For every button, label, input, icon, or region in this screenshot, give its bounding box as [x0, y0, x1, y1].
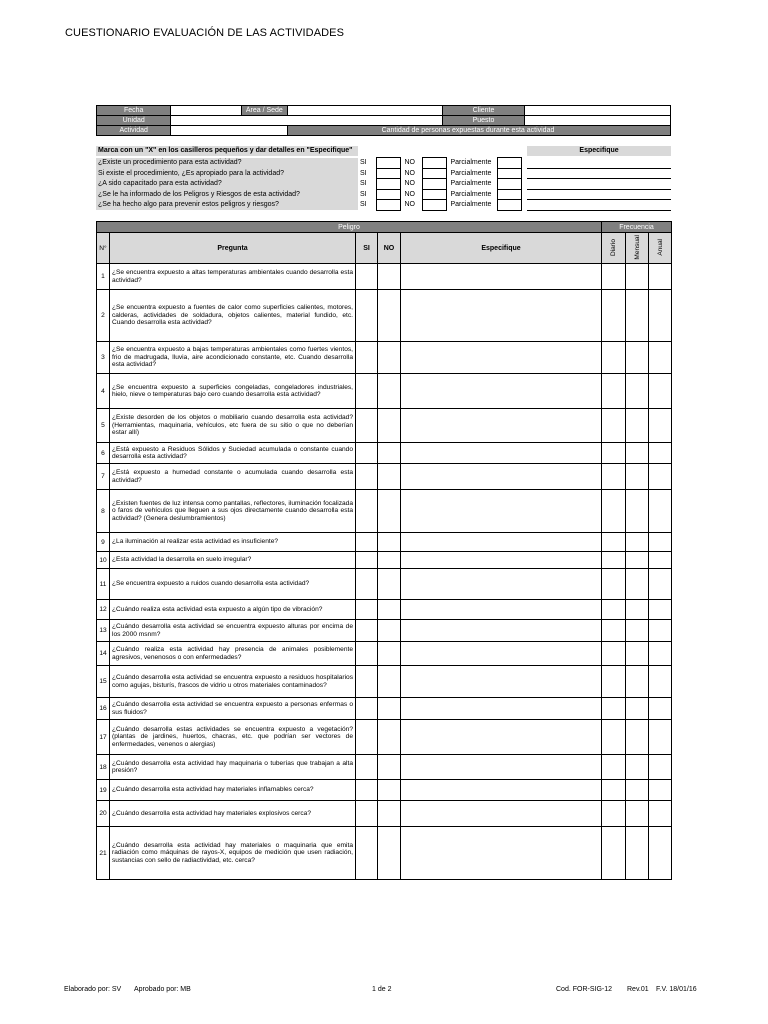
- table-row: [97, 374, 672, 409]
- parcial-checkbox[interactable]: [497, 200, 521, 211]
- mensual-cell[interactable]: [626, 569, 649, 600]
- mensual-cell[interactable]: [626, 264, 649, 290]
- label-cantidad: Cantidad de personas expuestas durante esta actividad: [287, 126, 670, 136]
- si-cell[interactable]: [356, 443, 378, 464]
- table-row: [97, 552, 672, 569]
- footer-fv: F.V. 18/01/16: [656, 986, 697, 993]
- question-text: ¿A sido capacitado para esta actividad?: [96, 179, 358, 190]
- row-question: ¿Se encuentra expuesto a ruidos cuando desarrolla esta actividad?: [110, 569, 356, 600]
- diario-cell[interactable]: [602, 620, 626, 642]
- no-cell[interactable]: [378, 443, 401, 464]
- instructions: Marca con un "X" en los casilleros pequeños y dar detalles en "Especifique": [96, 146, 358, 156]
- diario-cell[interactable]: [602, 642, 626, 666]
- mensual-cell[interactable]: [626, 374, 649, 409]
- question-row: [96, 189, 671, 200]
- row-number: 15: [97, 666, 110, 698]
- si-cell[interactable]: [356, 642, 378, 666]
- especifique-cell[interactable]: [401, 569, 602, 600]
- header-info-table: [96, 105, 671, 136]
- row-number: 3: [97, 342, 110, 374]
- question-text: Si existe el procedimiento, ¿Es apropiado para la actividad?: [96, 168, 358, 179]
- row-number: 2: [97, 290, 110, 342]
- si-cell[interactable]: [356, 569, 378, 600]
- parcial-checkbox[interactable]: [497, 189, 521, 200]
- question-row: [96, 179, 671, 190]
- si-cell[interactable]: [356, 827, 378, 880]
- especifique-cell[interactable]: [401, 720, 602, 755]
- no-cell[interactable]: [378, 755, 401, 780]
- frecuencia-header: Frecuencia: [602, 222, 672, 233]
- diario-cell[interactable]: [602, 600, 626, 620]
- col-num-header: N°: [97, 233, 110, 264]
- si-cell[interactable]: [356, 698, 378, 720]
- especifique-cell[interactable]: [401, 443, 602, 464]
- si-checkbox[interactable]: [376, 200, 400, 211]
- especifique-field[interactable]: [527, 189, 671, 200]
- si-cell[interactable]: [356, 780, 378, 801]
- question-text: ¿Se le ha informado de los Peligros y Riesgos de esta actividad?: [96, 189, 358, 200]
- especifique-field[interactable]: [527, 168, 671, 179]
- row-number: 18: [97, 755, 110, 780]
- si-cell[interactable]: [356, 409, 378, 443]
- mensual-cell[interactable]: [626, 698, 649, 720]
- row-question: ¿Está expuesto a humedad constante o acumulada cuando desarrolla esta actividad?: [110, 464, 356, 490]
- no-cell[interactable]: [378, 290, 401, 342]
- mensual-cell[interactable]: [626, 801, 649, 827]
- no-cell[interactable]: [378, 666, 401, 698]
- no-label: NO: [404, 201, 415, 209]
- mensual-cell[interactable]: [626, 666, 649, 698]
- row-number: 1: [97, 264, 110, 290]
- diario-cell[interactable]: [602, 374, 626, 409]
- table-row: [97, 666, 672, 698]
- especifique-header: Especifique: [527, 146, 671, 156]
- row-number: 8: [97, 490, 110, 533]
- mensual-cell[interactable]: [626, 827, 649, 880]
- row-question: ¿Cuándo realiza esta actividad esta expuesto a algún tipo de vibración?: [110, 600, 356, 620]
- no-checkbox[interactable]: [422, 158, 446, 169]
- anual-cell[interactable]: [649, 290, 672, 342]
- no-cell[interactable]: [378, 374, 401, 409]
- si-cell[interactable]: [356, 620, 378, 642]
- row-question: ¿Cuándo desarrolla esta actividad hay materiales explosivos cerca?: [110, 801, 356, 827]
- si-cell[interactable]: [356, 342, 378, 374]
- no-cell[interactable]: [378, 801, 401, 827]
- no-label: NO: [404, 190, 415, 198]
- especifique-cell[interactable]: [401, 642, 602, 666]
- row-number: 4: [97, 374, 110, 409]
- especifique-cell[interactable]: [401, 780, 602, 801]
- no-checkbox[interactable]: [422, 189, 446, 200]
- table-row: [97, 827, 672, 880]
- fecha-field[interactable]: [171, 106, 241, 116]
- mensual-cell[interactable]: [626, 642, 649, 666]
- no-cell[interactable]: [378, 569, 401, 600]
- anual-cell[interactable]: [649, 720, 672, 755]
- row-question: ¿Existe desorden de los objetos o mobiliario cuando desarrolla esta actividad? (Herramientas, maquinaria, vehículos, etc fuera de su sitio o que no deberían estar allí): [110, 409, 356, 443]
- table-row: [97, 620, 672, 642]
- diario-cell[interactable]: [602, 409, 626, 443]
- mensual-cell[interactable]: [626, 720, 649, 755]
- diario-cell[interactable]: [602, 552, 626, 569]
- mensual-cell[interactable]: [626, 490, 649, 533]
- si-label: SI: [360, 169, 367, 177]
- mensual-cell[interactable]: [626, 290, 649, 342]
- document-title: CUESTIONARIO EVALUACIÓN DE LAS ACTIVIDADES: [65, 27, 345, 39]
- label-actividad: Actividad: [97, 126, 171, 136]
- row-number: 17: [97, 720, 110, 755]
- diario-cell[interactable]: [602, 755, 626, 780]
- no-checkbox[interactable]: [422, 200, 446, 211]
- row-question: ¿La iluminación al realizar esta actividad es insuficiente?: [110, 533, 356, 552]
- question-row: [96, 200, 671, 211]
- no-cell[interactable]: [378, 490, 401, 533]
- diario-cell[interactable]: [602, 569, 626, 600]
- parcial-label: Parcialmente: [450, 169, 492, 177]
- questions-list: [96, 157, 671, 211]
- row-number: 13: [97, 620, 110, 642]
- anual-cell[interactable]: [649, 552, 672, 569]
- especifique-field[interactable]: [527, 200, 671, 211]
- diario-cell[interactable]: [602, 801, 626, 827]
- anual-cell[interactable]: [649, 698, 672, 720]
- anual-cell[interactable]: [649, 464, 672, 490]
- anual-cell[interactable]: [649, 801, 672, 827]
- especifique-field[interactable]: [527, 158, 671, 169]
- row-question: ¿Cuándo desarrolla esta actividad hay maquinaria o tuberías que trabajan a alta presión?: [110, 755, 356, 780]
- especifique-cell[interactable]: [401, 290, 602, 342]
- diario-cell[interactable]: [602, 443, 626, 464]
- anual-cell[interactable]: [649, 642, 672, 666]
- row-number: 11: [97, 569, 110, 600]
- label-fecha: Fecha: [97, 106, 171, 116]
- table-row: [97, 264, 672, 290]
- diario-cell[interactable]: [602, 264, 626, 290]
- especifique-cell[interactable]: [401, 801, 602, 827]
- row-question: ¿Cuándo desarrolla esta actividad se encuentra expuesto a personas enfermas o sus fluidos?: [110, 698, 356, 720]
- hazard-table: [96, 221, 672, 880]
- no-cell[interactable]: [378, 642, 401, 666]
- parcial-checkbox[interactable]: [497, 158, 521, 169]
- si-cell[interactable]: [356, 490, 378, 533]
- table-row: [97, 409, 672, 443]
- no-label: NO: [404, 169, 415, 177]
- row-number: 20: [97, 801, 110, 827]
- no-cell[interactable]: [378, 720, 401, 755]
- diario-cell[interactable]: [602, 666, 626, 698]
- especifique-field[interactable]: [527, 179, 671, 190]
- diario-cell[interactable]: [602, 533, 626, 552]
- si-checkbox[interactable]: [376, 189, 400, 200]
- col-si-header: SI: [356, 233, 378, 264]
- table-row: [97, 342, 672, 374]
- especifique-cell[interactable]: [401, 464, 602, 490]
- row-question: ¿Cuándo desarrolla estas actividades se encuentra expuesto a vegetación? (plantas de jardines, huertos, chacras, etc. que podrían ser vectores de enfermedades, venenos o alergias): [110, 720, 356, 755]
- table-row: [97, 533, 672, 552]
- diario-cell[interactable]: [602, 827, 626, 880]
- row-question: ¿Esta actividad la desarrolla en suelo irregular?: [110, 552, 356, 569]
- diario-cell[interactable]: [602, 780, 626, 801]
- label-puesto: Puesto: [442, 116, 524, 126]
- anual-cell[interactable]: [649, 620, 672, 642]
- row-question: ¿Existen fuentes de luz intensa como pantallas, reflectores, iluminación focalizada o faros de vehículos que lleguen a sus ojos directamente cuando desarrolla esta actividad? (Genera deslumbramientos): [110, 490, 356, 533]
- label-cliente: Cliente: [442, 106, 524, 116]
- table-row: [97, 755, 672, 780]
- anual-cell[interactable]: [649, 342, 672, 374]
- row-question: ¿Cuándo desarrolla esta actividad se encuentra expuesto alturas por encima de los 2000 msnm?: [110, 620, 356, 642]
- no-checkbox[interactable]: [422, 168, 446, 179]
- col-anual-header: Anual: [656, 238, 664, 256]
- especifique-cell[interactable]: [401, 666, 602, 698]
- anual-cell[interactable]: [649, 600, 672, 620]
- anual-cell[interactable]: [649, 755, 672, 780]
- anual-cell[interactable]: [649, 533, 672, 552]
- especifique-cell[interactable]: [401, 552, 602, 569]
- unidad-field[interactable]: [171, 116, 442, 126]
- no-cell[interactable]: [378, 409, 401, 443]
- table-row: [97, 490, 672, 533]
- diario-cell[interactable]: [602, 698, 626, 720]
- anual-cell[interactable]: [649, 409, 672, 443]
- table-row: [97, 642, 672, 666]
- si-cell[interactable]: [356, 264, 378, 290]
- mensual-cell[interactable]: [626, 533, 649, 552]
- row-number: 9: [97, 533, 110, 552]
- anual-cell[interactable]: [649, 443, 672, 464]
- especifique-cell[interactable]: [401, 533, 602, 552]
- especifique-cell[interactable]: [401, 620, 602, 642]
- no-cell[interactable]: [378, 464, 401, 490]
- mensual-cell[interactable]: [626, 464, 649, 490]
- label-unidad: Unidad: [97, 116, 171, 126]
- col-mensual-header: Mensual: [633, 234, 641, 260]
- col-pregunta-header: Pregunta: [110, 233, 356, 264]
- table-row: [97, 801, 672, 827]
- cliente-field[interactable]: [525, 106, 671, 116]
- especifique-cell[interactable]: [401, 600, 602, 620]
- mensual-cell[interactable]: [626, 409, 649, 443]
- mensual-cell[interactable]: [626, 600, 649, 620]
- anual-cell[interactable]: [649, 264, 672, 290]
- actividad-field[interactable]: [171, 126, 288, 136]
- no-cell[interactable]: [378, 342, 401, 374]
- no-cell[interactable]: [378, 600, 401, 620]
- row-number: 5: [97, 409, 110, 443]
- row-number: 16: [97, 698, 110, 720]
- row-question: ¿Cuándo desarrolla esta actividad hay materiales o maquinaria que emita radiación como máquinas de rayos-X, equipos de medición que usen radiación, sustancias con sello de radiactividad, etc. cerca?: [110, 827, 356, 880]
- row-number: 12: [97, 600, 110, 620]
- no-cell[interactable]: [378, 698, 401, 720]
- label-area-sede: Área / Sede: [241, 106, 287, 116]
- row-question: ¿Se encuentra expuesto a fuentes de calor como superficies calientes, motores, calderas, actividades de soldadura, objetos calientes, material fundido, etc. Cuando desarrolla esta actividad?: [110, 290, 356, 342]
- especifique-cell[interactable]: [401, 264, 602, 290]
- especifique-cell[interactable]: [401, 374, 602, 409]
- no-cell[interactable]: [378, 827, 401, 880]
- anual-cell[interactable]: [649, 666, 672, 698]
- especifique-cell[interactable]: [401, 409, 602, 443]
- row-number: 6: [97, 443, 110, 464]
- table-row: [97, 720, 672, 755]
- col-no-header: NO: [378, 233, 401, 264]
- question-text: ¿Se ha hecho algo para prevenir estos peligros y riesgos?: [96, 200, 358, 211]
- si-cell[interactable]: [356, 666, 378, 698]
- footer-page: 1 de 2: [372, 986, 392, 993]
- row-number: 7: [97, 464, 110, 490]
- row-question: ¿Se encuentra expuesto a bajas temperaturas ambientales como fuertes vientos, frio de madrugada, lluvia, aire acondicionado constante, etc. Cuando desarrolla esta actividad?: [110, 342, 356, 374]
- anual-cell[interactable]: [649, 780, 672, 801]
- diario-cell[interactable]: [602, 342, 626, 374]
- mensual-cell[interactable]: [626, 755, 649, 780]
- col-diario-header: Diario: [610, 238, 617, 256]
- row-number: 19: [97, 780, 110, 801]
- anual-cell[interactable]: [649, 490, 672, 533]
- no-cell[interactable]: [378, 533, 401, 552]
- mensual-cell[interactable]: [626, 620, 649, 642]
- table-row: [97, 600, 672, 620]
- si-label: SI: [360, 190, 367, 198]
- anual-cell[interactable]: [649, 569, 672, 600]
- puesto-field[interactable]: [525, 116, 671, 126]
- especifique-cell[interactable]: [401, 755, 602, 780]
- si-cell[interactable]: [356, 290, 378, 342]
- si-cell[interactable]: [356, 801, 378, 827]
- question-row: [96, 168, 671, 179]
- si-cell[interactable]: [356, 464, 378, 490]
- no-cell[interactable]: [378, 264, 401, 290]
- si-cell[interactable]: [356, 600, 378, 620]
- footer-cod: Cod. FOR-SIG-12: [556, 986, 613, 993]
- mensual-cell[interactable]: [626, 443, 649, 464]
- no-cell[interactable]: [378, 620, 401, 642]
- table-row: [97, 569, 672, 600]
- row-question: ¿Se encuentra expuesto a altas temperaturas ambientales cuando desarrolla esta actividad?: [110, 264, 356, 290]
- row-question: ¿Cuándo desarrolla esta actividad hay materiales inflamables cerca?: [110, 780, 356, 801]
- si-cell[interactable]: [356, 374, 378, 409]
- parcial-checkbox[interactable]: [497, 179, 521, 190]
- diario-cell[interactable]: [602, 290, 626, 342]
- especifique-cell[interactable]: [401, 698, 602, 720]
- peligro-header: Peligro: [97, 222, 602, 233]
- si-cell[interactable]: [356, 720, 378, 755]
- row-number: 21: [97, 827, 110, 880]
- table-row: [97, 464, 672, 490]
- table-row: [97, 443, 672, 464]
- row-number: 14: [97, 642, 110, 666]
- row-question: ¿Se encuentra expuesto a superficies congeladas, congeladores industriales, hielo, nieve o temperaturas bajo cero cuando desarrolla esta actividad?: [110, 374, 356, 409]
- si-label: SI: [360, 201, 367, 209]
- footer-aprobado: Aprobado por: MB: [134, 986, 191, 993]
- no-cell[interactable]: [378, 552, 401, 569]
- parcial-label: Parcialmente: [450, 201, 492, 209]
- parcial-label: Parcialmente: [450, 180, 492, 188]
- diario-cell[interactable]: [602, 464, 626, 490]
- row-question: ¿Cuándo desarrolla esta actividad se encuentra expuesto a residuos hospitalarios como agujas, bisturís, frascos de vidrio u otros materiales contaminados?: [110, 666, 356, 698]
- row-number: 10: [97, 552, 110, 569]
- mensual-cell[interactable]: [626, 552, 649, 569]
- footer-rev: Rev.01: [627, 986, 649, 993]
- footer-elaborado: Elaborado por: SV: [64, 986, 122, 993]
- no-label: NO: [404, 159, 415, 166]
- especifique-cell[interactable]: [401, 490, 602, 533]
- si-cell[interactable]: [356, 552, 378, 569]
- question-text: ¿Existe un procedimiento para esta actividad?: [96, 158, 358, 169]
- no-label: NO: [404, 180, 415, 188]
- diario-cell[interactable]: [602, 490, 626, 533]
- row-question: ¿Está expuesto a Residuos Sólidos y Suciedad acumulada o constante cuando desarrolla esta actividad?: [110, 443, 356, 464]
- si-cell[interactable]: [356, 755, 378, 780]
- no-checkbox[interactable]: [422, 179, 446, 190]
- parcial-label: Parcialmente: [450, 190, 492, 198]
- row-question: ¿Cuándo realiza esta actividad hay presencia de animales posiblemente agresivos, venenosos o con enfermedades?: [110, 642, 356, 666]
- col-especifique-header: Especifique: [401, 233, 602, 264]
- especifique-cell[interactable]: [401, 827, 602, 880]
- table-row: [97, 698, 672, 720]
- area-sede-field[interactable]: [287, 106, 442, 116]
- questions-block: [96, 146, 671, 156]
- anual-cell[interactable]: [649, 374, 672, 409]
- table-row: [97, 290, 672, 342]
- no-cell[interactable]: [378, 780, 401, 801]
- table-row: [97, 780, 672, 801]
- si-cell[interactable]: [356, 533, 378, 552]
- diario-cell[interactable]: [602, 720, 626, 755]
- parcial-label: Parcialmente: [450, 159, 492, 166]
- especifique-cell[interactable]: [401, 342, 602, 374]
- parcial-checkbox[interactable]: [497, 168, 521, 179]
- si-label: SI: [360, 180, 367, 188]
- mensual-cell[interactable]: [626, 780, 649, 801]
- question-row: [96, 158, 671, 169]
- si-checkbox[interactable]: [376, 168, 400, 179]
- anual-cell[interactable]: [649, 827, 672, 880]
- si-checkbox[interactable]: [376, 158, 400, 169]
- mensual-cell[interactable]: [626, 342, 649, 374]
- si-label: SI: [360, 159, 367, 166]
- si-checkbox[interactable]: [376, 179, 400, 190]
